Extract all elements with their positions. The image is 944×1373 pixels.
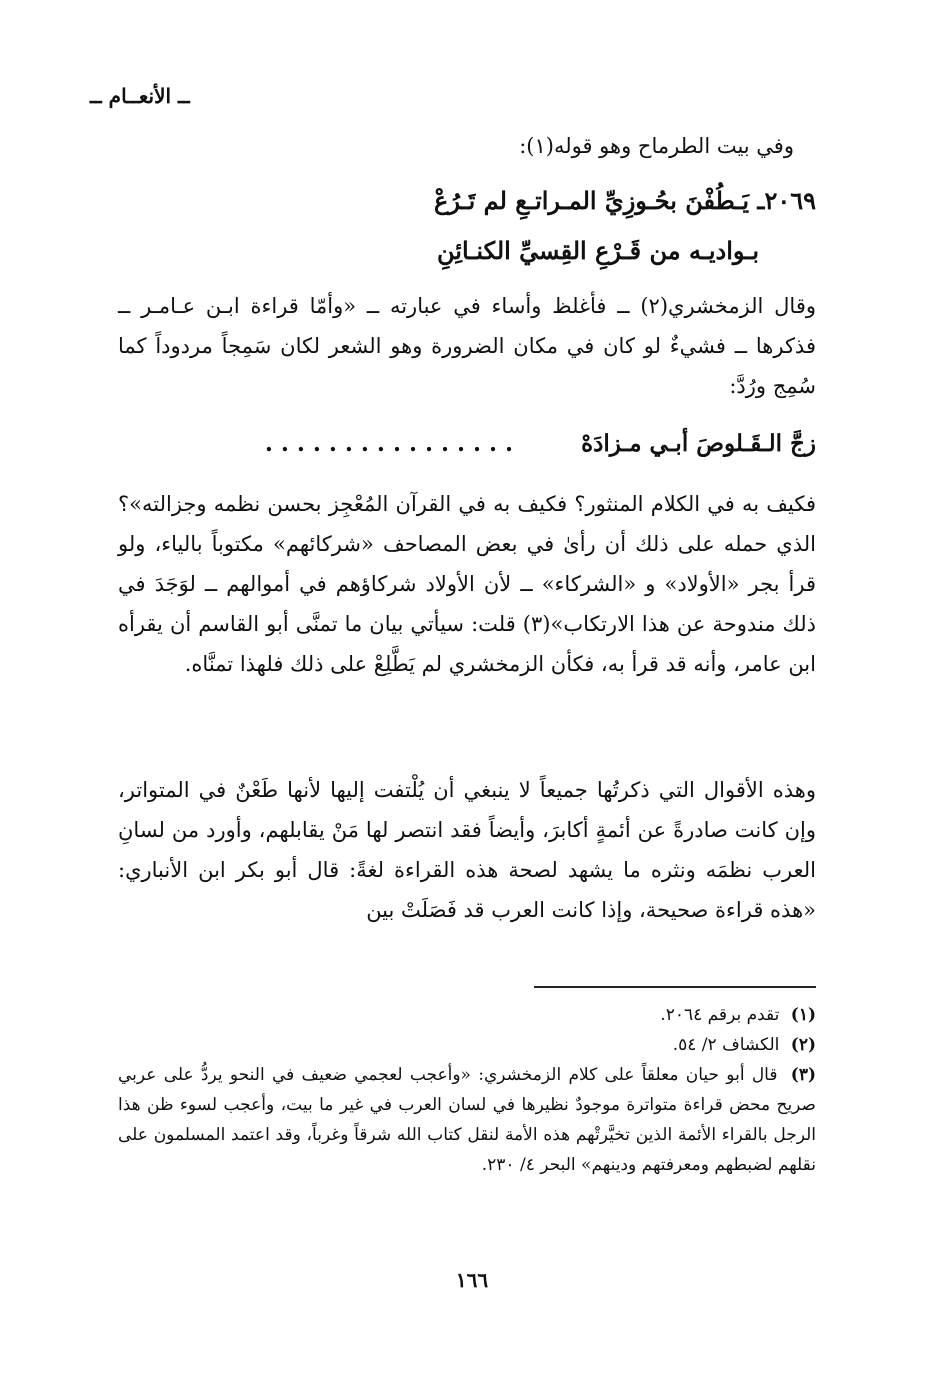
poetry-verse-quoted	[118, 430, 816, 457]
intro-line: وفي بيت الطرماح وهو قوله(١):	[519, 134, 794, 158]
verse-ellipsis: . . . . . . . . . . . . . . . .	[264, 430, 514, 457]
footnote-1	[118, 1000, 816, 1030]
footnote-2	[118, 1030, 816, 1060]
poetry-verse-first-hemistich: ٢٠٦٩ـ يَـطُفْنَ بحُـوزِيِّ المـراتـعِ لم تَـرُعْ	[434, 186, 816, 215]
footnote-text: قال أبو حيان معلقاً على كلام الزمخشري: «وأعجب لعجمي ضعيف في النحو يردُّ على عربي صريح محض قراءة متواترة موجودٌ نظيرها في لسان العرب في غير ما بيت، وأعجب لسوء ظن هذا الرجل بالقراء الأئمة الذين تخيَّرتْهم هذه الأمة لنقل كتاب الله شرقاً وغرباً، وقد اعتمد المسلمون على نقلهم لضبطهم ومعرفتهم ودينهم» البحر ٤/ ٢٣٠.	[118, 1065, 816, 1175]
poetry-verse-second-hemistich: بـواديـه من قَـرْعِ القِسيِّ الكنـائِنِ	[437, 236, 759, 265]
paragraph-zamakhshari: وقال الزمخشري(٢) ــ فأغلظ وأساء في عبارته ــ «وأمّا قراءة ابـن عـامـر ــ فذكرها ــ فشيءٌ لو كان في مكان الضرورة وهو الشعر لكان سَمِجاً مردوداً كما سُمِج ورُدَّ:	[118, 294, 816, 398]
footnote-text: الكشاف ٢/ ٥٤.	[672, 1035, 780, 1055]
footnote-separator	[534, 986, 816, 988]
footnotes	[118, 1000, 816, 1180]
paragraph-refutation: وهذه الأقوال التي ذكرتُها جميعاً لا ينبغي أن يُلْتفت إليها لأنها طَعْنٌ في المتواتر، وإن كانت صادرةً عن أئمةٍ أكابرَ، وأيضاً فقد انتصر لها مَنْ يقابلهم، وأورد من لسانِ العرب نظمَه ونثره ما يشهد لصحة هذه القراءة لغةً: قال أبو بكر ابن الأنباري: «هذه قراءة صحيحة، وإذا كانت العرب قد فَصَلَتْ بين	[118, 778, 816, 922]
footnote-3	[118, 1060, 816, 1180]
footnote-number: (٢)	[790, 1035, 816, 1055]
running-header: ــ الأنعــام ــ	[90, 84, 190, 108]
footnote-number: (١)	[790, 1005, 816, 1025]
footnote-text: تقدم برقم ٢٠٦٤.	[660, 1005, 780, 1025]
page-number: ١٦٦	[455, 1268, 489, 1292]
paragraph-commentary: فكيف به في الكلام المنثور؟ فكيف به في القرآن المُعْجِز بحسن نظمه وجزالته»؟ الذي حمله على ذلك أن رأىٰ في بعض المصاحف «شركائهم» مكتوباً بالياء، ولو قرأ بجر «الأولاد» و «الشركاء» ــ لأن الأولاد شركاؤهم في أموالهم ــ لوَجَدَ في ذلك مندوحة عن هذا الارتكاب»(٣) قلت: سيأتي بيان ما تمنَّى أبو القاسم أن يقرأه ابن عامر، وأنه قد قرأ به، فكأن الزمخشري لم يَطَّلِعْ على ذلك فلهذا تمنَّاه.	[118, 492, 816, 676]
verse-text: زجَّ الـقَـلوصَ أبـي مـزادَهْ	[581, 430, 816, 457]
footnote-number: (٣)	[790, 1065, 816, 1085]
